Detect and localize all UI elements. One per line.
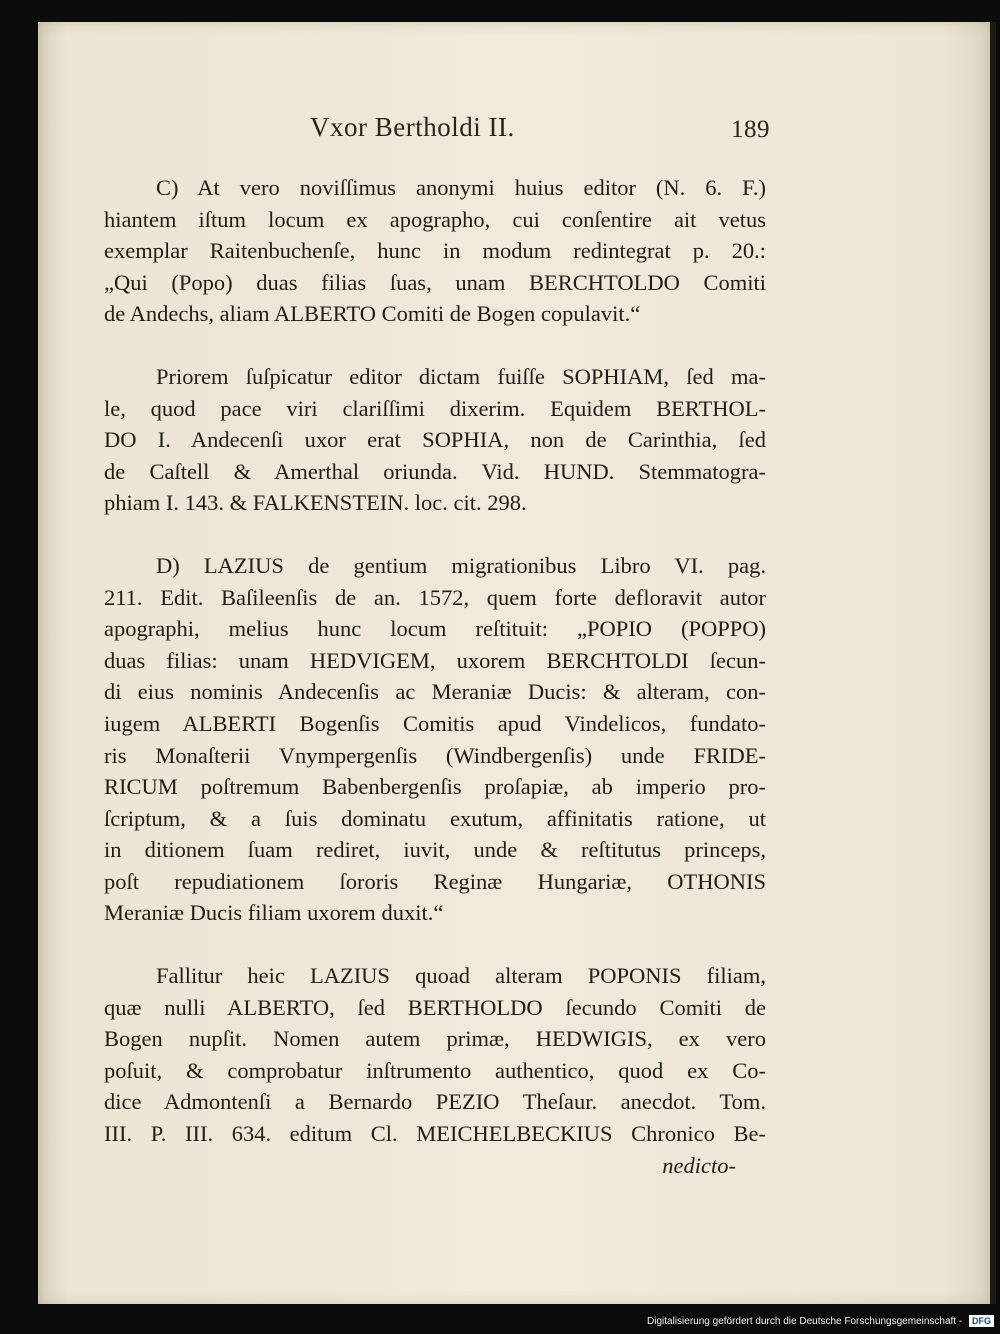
paragraph-priorem [104,361,766,519]
paragraph-c [104,172,766,330]
credit-text: Digitalisierung gefördert durch die Deutsche Forschungsgemeinschaft - [647,1316,963,1327]
text-line: hiantem iſtum locum ex apographo, cui conſentire ait vetus [104,206,766,232]
text-line: Priorem ſuſpicatur editor dictam fuiſſe SOPHIAM, ſed ma- [156,363,766,389]
page-number: 189 [731,116,770,143]
text-line: D) LAZIUS de gentium migrationibus Libro VI. pag. [156,552,766,578]
text-line: Bogen nupſit. Nomen autem primæ, HEDWIGIS, ex vero [104,1026,766,1052]
text-line: ris Monaſterii Vnympergenſis (Windbergenſis) unde FRIDE- [104,742,766,768]
text-line: le, quod pace viri clariſſimi dixerim. Equidem BERTHOL- [104,395,766,421]
text-line: ſcriptum, & a ſuis dominatu exutum, affinitatis ratione, ut [104,805,766,831]
digitization-credit [594,1310,1000,1334]
catchword: nedicto- [662,1152,736,1178]
text-line: dice Admontenſi a Bernardo PEZIO Theſaur. anecdot. Tom. [104,1089,766,1115]
text-line: apographi, melius hunc locum reſtituit: „POPIO (POPPO) [104,616,766,642]
text-line: de Andechs, aliam ALBERTO Comiti de Bogen copulavit.“ [104,301,641,327]
paragraph-fallitur [104,960,766,1150]
text-line: poſuit, & comprobatur inſtrumento authentico, quod ex Co- [104,1057,766,1083]
text-line: in ditionem ſuam rediret, iuvit, unde & reſtitutus princeps, [104,837,766,863]
paragraph-d [104,550,766,929]
body-text [104,172,766,1181]
text-line: RICUM poſtremum Babenbergenſis proſapiæ, ab imperio pro- [104,774,766,800]
text-line: „Qui (Popo) duas filias ſuas, unam BERCHTOLDO Comiti [104,269,766,295]
page-edge [990,22,996,1304]
text-line: Meraniæ Ducis filiam uxorem duxit.“ [104,900,444,926]
dfg-logo: DFG [969,1315,994,1327]
page-header [310,112,780,152]
text-line: di eius nominis Andecenſis ac Meraniæ Ducis: & alteram, con- [104,679,766,705]
text-line: 211. Edit. Baſileenſis de an. 1572, quem forte defloravit autor [104,584,766,610]
text-line: C) At vero noviſſimus anonymi huius editor (N. 6. F.) [156,175,766,200]
text-line: poſt repudiationem ſororis Reginæ Hungariæ, OTHONIS [104,868,766,894]
text-line: DO I. Andecenſi uxor erat SOPHIA, non de Carinthia, ſed [104,427,766,453]
text-line: phiam I. 143. & FALKENSTEIN. loc. cit. 298. [104,490,527,516]
text-line: Fallitur heic LAZIUS quoad alteram POPONIS filiam, [156,963,766,989]
text-line: quæ nulli ALBERTO, ſed BERTHOLDO ſecundo Comiti de [104,994,766,1020]
text-line: exemplar Raitenbuchenſe, hunc in modum redintegrat p. 20.: [104,238,766,264]
text-line: de Caſtell & Amerthal oriunda. Vid. HUND. Stemmatogra- [104,458,766,484]
text-line: iugem ALBERTI Bogenſis Comitis apud Vindelicos, fundato- [104,710,766,736]
running-title: Vxor Bertholdi II. [310,112,515,142]
text-line: duas filias: unam HEDVIGEM, uxorem BERCHTOLDI ſecun- [104,647,766,673]
text-line: III. P. III. 634. editum Cl. MEICHELBECKIUS Chronico Be- [104,1121,766,1147]
